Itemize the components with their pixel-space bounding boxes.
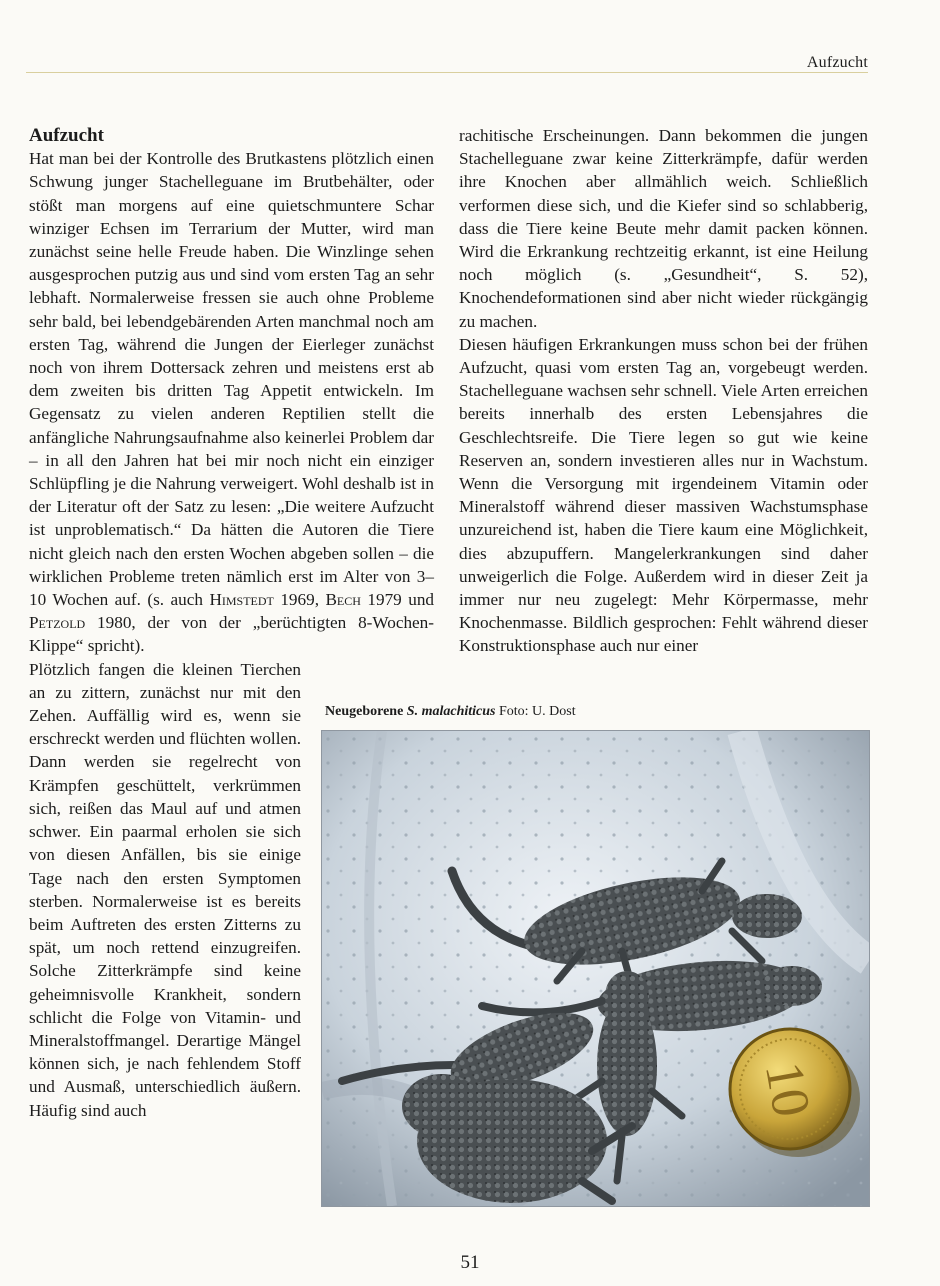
header-rule: [26, 72, 868, 73]
right-paragraph-2: Diesen häufigen Erkrankungen muss schon bei der frühen Aufzucht, quasi vom ersten Tag an, vorgebeugt werden. Stachelleguane wachsen sehr schnell. Viele Arten erreichen bereits innerhalb des ersten Lebensjahres die Geschlechtsreife. Die Tiere legen so gut wie keine Reserven an, sondern investieren alles nur in Wachstum. Wenn die Versorgung mit irgendeinem Vitamin oder Mineralstoff während dieser massiven Wachstumsphase unzureichend ist, haben die Tiere kaum eine Möglichkeit, dies abzupuffern. Mangelerkrankungen sind daher unweigerlich die Folge. Außerdem wird in dieser Zeit ja immer nur neu zugelegt: Mehr Körpermasse, mehr Knochenmasse. Bildlich gesprochen: Fehlt während dieser Konstruktionsphase auch nur einer: [459, 334, 868, 656]
caption-credit: Foto: U. Dost: [495, 704, 576, 719]
coin-number: 10: [753, 1057, 823, 1122]
citation-author-2: Bech: [325, 590, 361, 610]
citation-author-1: Himstedt: [209, 590, 274, 610]
citation-author-3: Petzold: [29, 613, 86, 633]
page-number: 51: [460, 1252, 480, 1273]
left-paragraph-1-end: 1980, der von der „berüchtigten 8-Wochen-Klippe“ spricht).: [29, 613, 434, 656]
right-paragraph-1: rachitische Erscheinungen. Dann bekommen die jungen Stachelleguane zwar keine Zitterkrämpfe, dafür werden ihre Knochen aber allmählich weich. Schließlich verformen diese sich, und die Kiefer sind so schlabberig, dass die Tiere keine Beute mehr damit packen können. Wird die Erkrankung rechtzeitig erkannt, ist eine Heilung noch möglich (s. „Gesundheit“, S. 52), Knochendeformationen sind aber nicht wieder rückgängig zu machen.: [459, 126, 868, 331]
figure-caption: [325, 704, 576, 720]
lizard-photo: [321, 730, 870, 1207]
section-heading: Aufzucht: [29, 125, 104, 146]
left-paragraph-2: Plötzlich fangen die kleinen Tierchen an zu zittern, zunächst nur mit den Zehen. Auffällig wird es, wenn sie erschreckt werden und flüchten wollen. Dann werden sie regelrecht von Krämpfen geschüttelt, verkrümmen sich, reißen das Maul auf und atmen schwer. Ein paarmal erholen sie sich von diesen Anfällen, bis sie einige Tage nach den ersten Symptomen sterben. Normalerweise ist es bereits beim Auftreten des ersten Zitterns zu spät, um noch rettend einzugreifen. Solche Zitterkrämpfe sind keine geheimnisvolle Krankheit, sondern schlicht die Folge von Vitamin- und Mineralstoffmangel. Derartige Mängel können sich, je nach fehlendem Stoff und Ausmaß, unterschiedlich äußern. Häufig sind auch: [29, 659, 301, 1120]
running-head: Aufzucht: [806, 54, 868, 71]
right-column: [459, 124, 868, 658]
left-paragraph-1: [29, 147, 434, 657]
lizard-photo-illustration: [322, 731, 869, 1206]
caption-label: Neugeborene: [325, 704, 407, 719]
citation-year-1: 1969,: [273, 590, 326, 610]
left-paragraph-1-text: Hat man bei der Kontrolle des Brutkastens plötzlich einen Schwung junger Stachelleguane im Brutbehälter, oder stößt man morgens auf eine quietschmuntere Schar winziger Echsen im Terrarium der Mutter, wird man zunächst seine helle Freude haben. Die Winzlinge sehen ausgesprochen putzig aus und sind vom ersten Tag an sehr lebhaft. Normalerweise fressen sie auch ohne Probleme sehr bald, bei lebendgebärenden Arten manchmal noch am ersten Tag, während die Jungen der Eierleger zunächst noch von ihrem Dottersack zehren und meistens erst ab dem zweiten bis dritten Tag Appetit entwickeln. Im Gegensatz zu vielen anderen Reptilien stellt die anfängliche Nahrungsaufnahme also keinerlei Problem dar – in all den Jahren hat bei mir noch nicht ein einziger Schlüpfling je die Nahrung verweigert. Wohl deshalb ist in der Literatur oft der Satz zu lesen: „Die weitere Aufzucht ist unproblematisch.“ Da hätten die Autoren die Tiere nicht gleich nach den ersten Wochen abgeben sollen – die wirklichen Probleme treten nämlich erst im Alter von 3–10 Wochen auf. (s. auch: [29, 149, 434, 610]
caption-species: S. malachiticus: [406, 704, 496, 719]
citation-year-2: 1979 und: [360, 590, 435, 610]
